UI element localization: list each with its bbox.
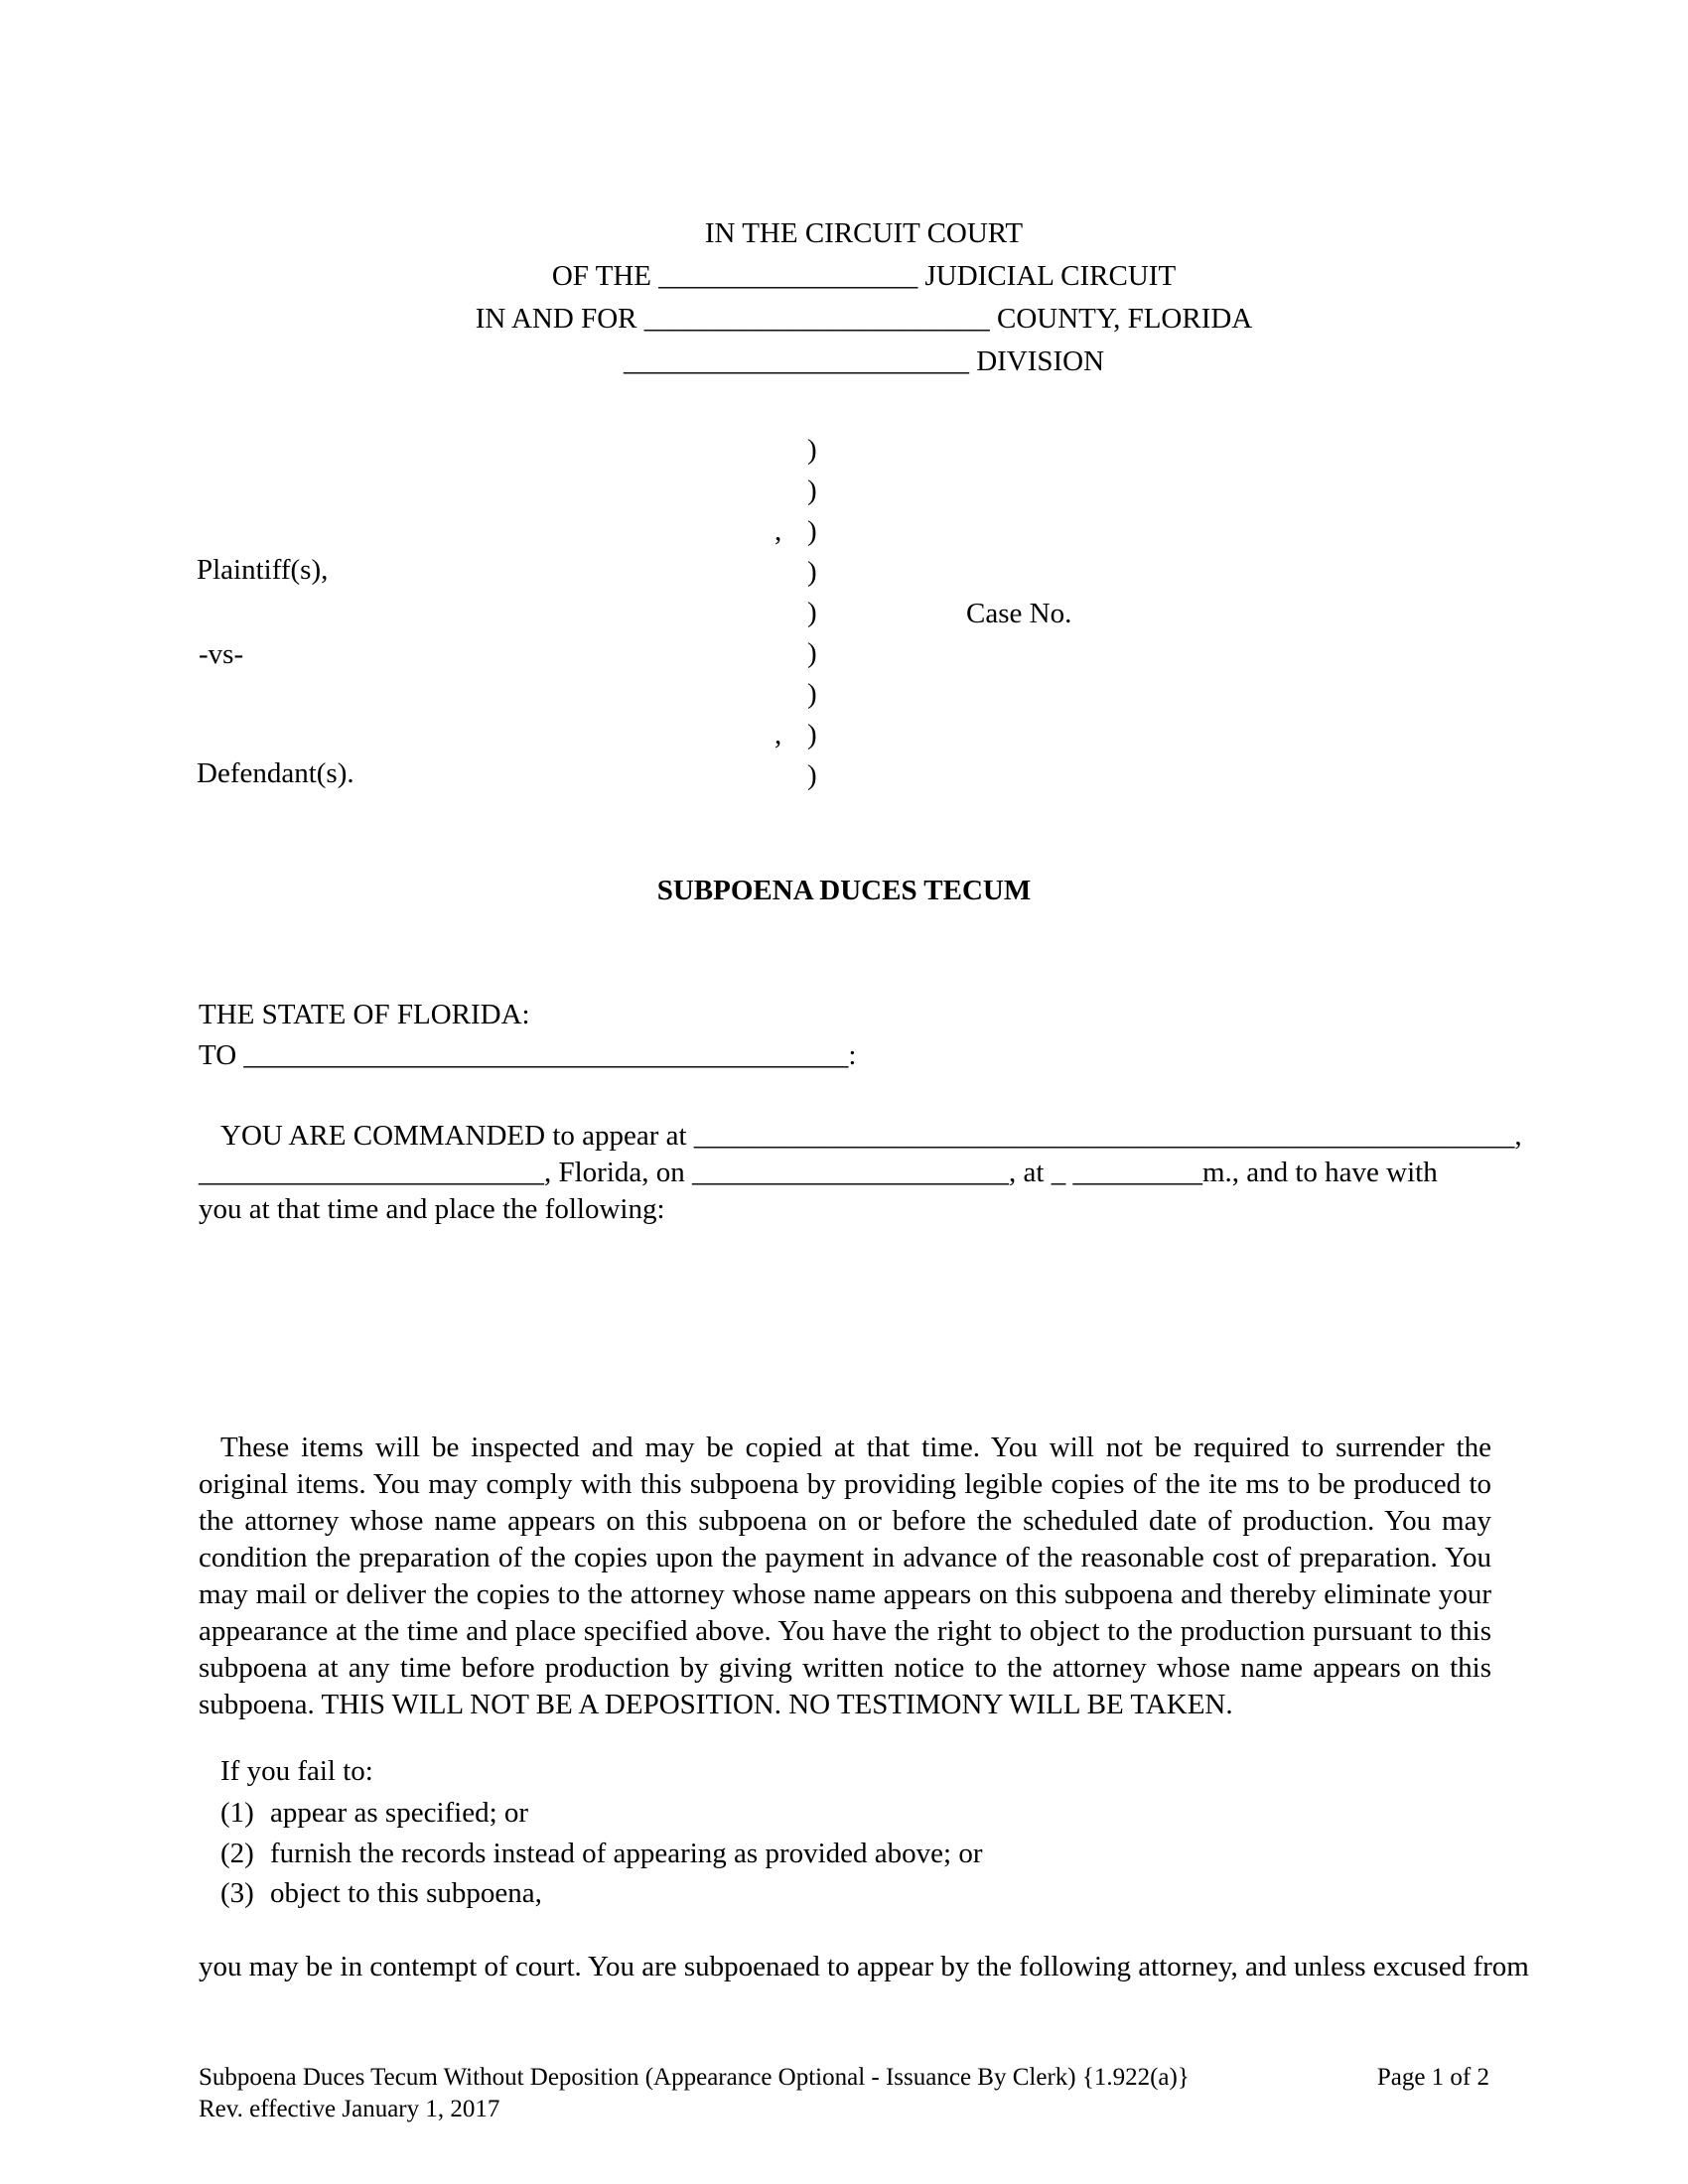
contempt-line: you may be in contempt of court. You are subpoenaed to appear by the following attorney, and unless excused from [199,1951,1529,1982]
caption-paren: ) [807,597,817,628]
fail-item-2 [220,1836,983,1872]
vs-label: -vs- [199,638,244,670]
fail-item-number: (2) [220,1838,254,1869]
footer-page-number: Page 1 of 2 [1376,2064,1489,2091]
caption-paren: ) [807,434,817,466]
caption-paren-row [774,595,817,631]
court-header [199,212,1529,383]
caption-paren-row [774,554,817,591]
caption-paren: ) [807,515,817,547]
caption-paren-row [774,432,817,469]
header-line-4: ________________________ DIVISION [623,345,1105,377]
header-line-1: IN THE CIRCUIT COURT [704,217,1024,249]
caption-paren-row [774,513,817,550]
caption-paren-row [774,757,817,794]
caption-paren: ) [807,637,817,669]
caption-comma: , [774,719,782,751]
items-paragraph: These items will be inspected and may be copied at that time. You will not be required to surrender the original items. You may comply with this subpoena by providing legible copies of the ite ms to be produced to the attorney whose name appears on this subpoena on or before the scheduled date of production. You may condition the preparation of the copies upon the payment in advance of the reasonable cost of preparation. You may mail or deliver the copies to the attorney whose name appears on this subpoena and thereby eliminate your appearance at the time and place specified above. You have the right to object to the production pursuant to this subpoena at any time before production by giving written notice to the attorney whose name appears on this subpoena. THIS WILL NOT BE A DEPOSITION. NO TESTIMONY WILL BE TAKEN. [199,1432,1491,1720]
fail-item-1 [220,1795,528,1832]
case-number-label: Case No. [966,598,1072,629]
caption-paren-row [774,473,817,509]
document-title: SUBPOENA DUCES TECUM [656,875,1032,906]
commanded-line-2: ________________________, Florida, on ______________________, at _ _________m., and to have with [199,1157,1438,1188]
footer-revision: Rev. effective January 1, 2017 [199,2096,500,2122]
caption-paren-row [774,635,817,672]
caption-paren-row [774,717,817,753]
caption-comma: , [774,515,782,547]
caption-paren: ) [807,719,817,751]
caption-paren: ) [807,759,817,791]
to-line: TO __________________________________________: [199,1039,857,1071]
caption-paren: ) [807,678,817,710]
footer-form-title: Subpoena Duces Tecum Without Deposition (Appearance Optional - Issuance By Clerk) {1.922(a)} [199,2064,1190,2091]
caption-paren: ) [807,556,817,588]
plaintiff-label: Plaintiff(s), [197,554,329,586]
caption-paren-row [774,676,817,713]
header-line-3: IN AND FOR ________________________ COUNTY, FLORIDA [475,303,1253,335]
fail-item-3 [220,1875,542,1912]
fail-item-number: (1) [220,1797,254,1829]
fail-item-text: furnish the records instead of appearing as provided above; or [270,1838,983,1869]
fail-item-number: (3) [220,1877,254,1909]
fail-item-text: appear as specified; or [270,1797,529,1829]
header-line-2: OF THE __________________ JUDICIAL CIRCUIT [551,260,1177,292]
commanded-line-3: you at that time and place the following: [199,1193,665,1225]
fail-intro: If you fail to: [220,1755,373,1787]
state-line: THE STATE OF FLORIDA: [199,999,530,1030]
commanded-line-1: YOU ARE COMMANDED to appear at _________________________________________________________, [220,1120,1522,1152]
defendant-label: Defendant(s). [197,757,354,789]
caption-paren: ) [807,475,817,506]
fail-item-text: object to this subpoena, [270,1877,542,1909]
